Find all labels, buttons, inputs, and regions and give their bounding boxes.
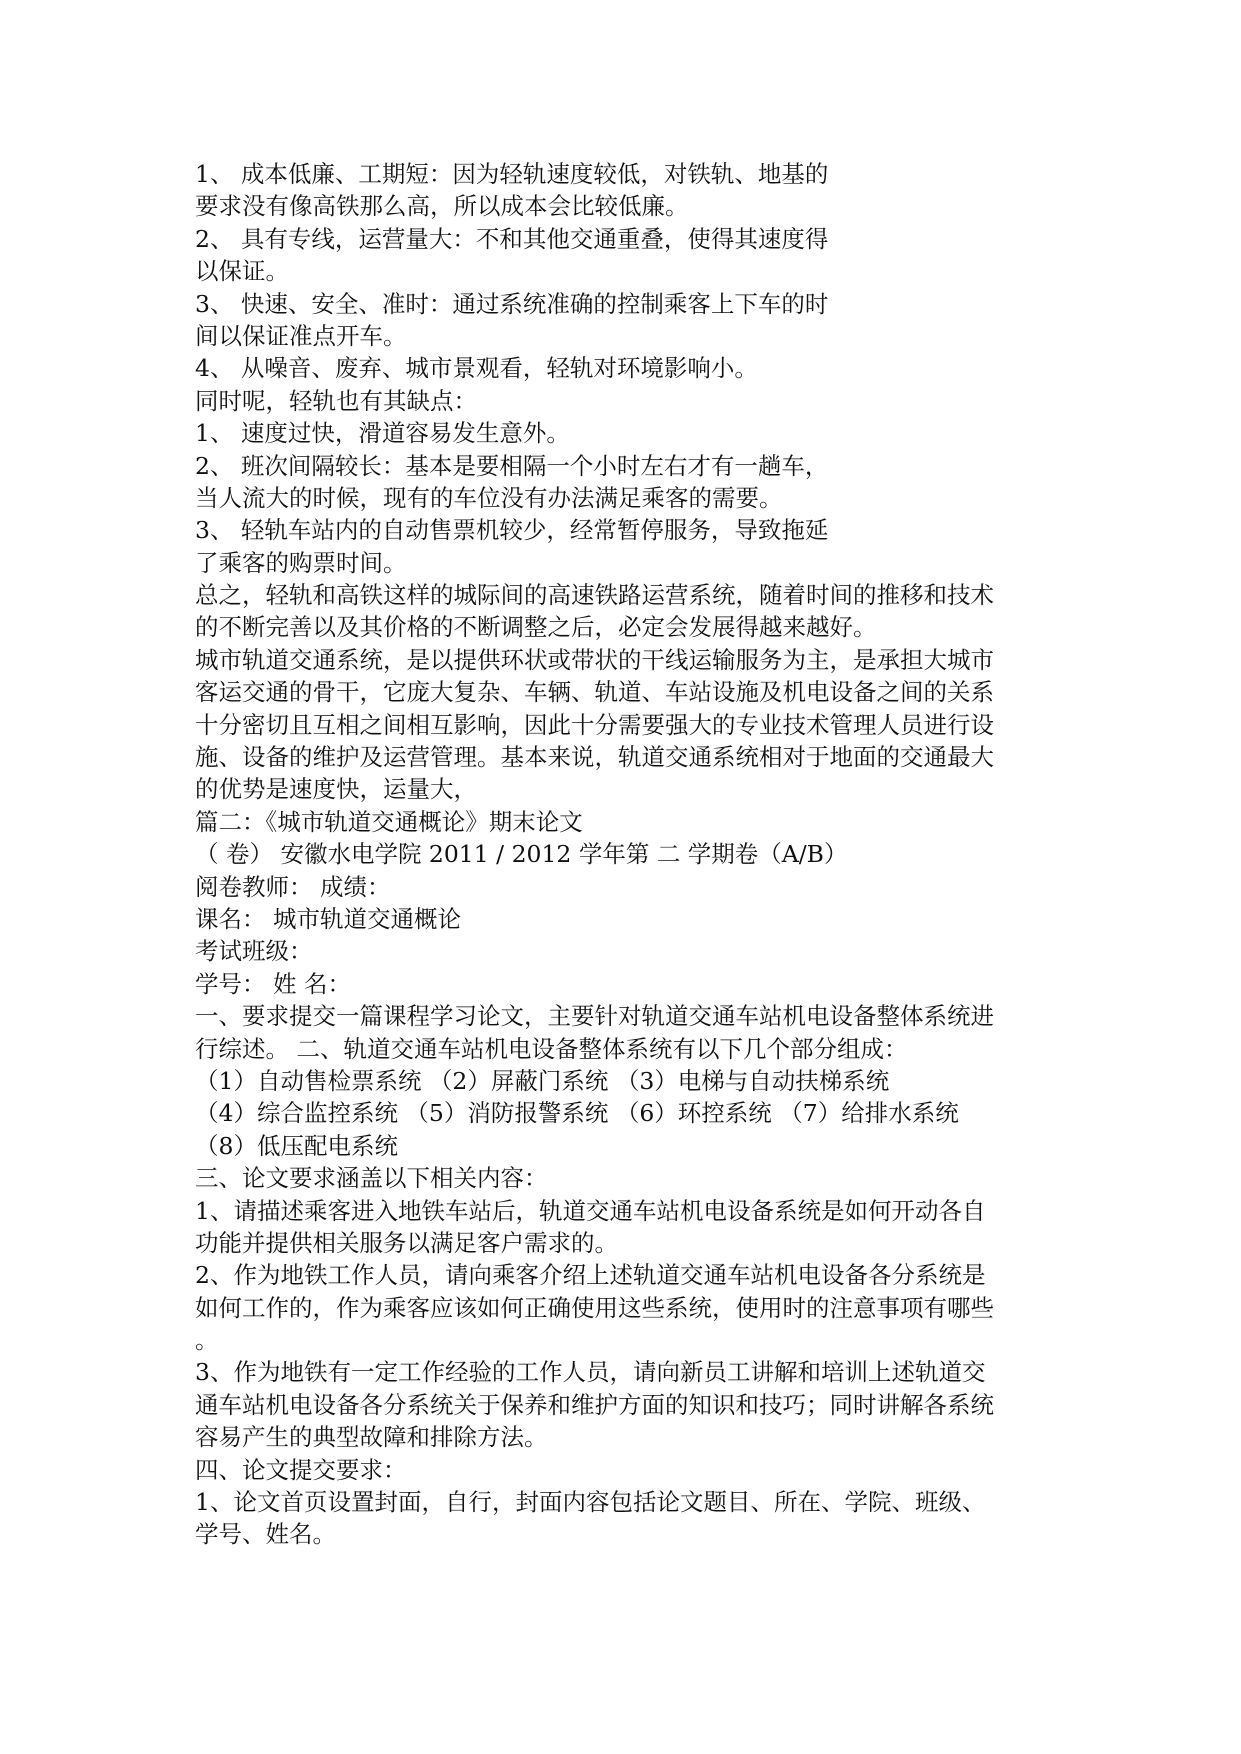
text-line: 十分密切且互相之间相互影响，因此十分需要强大的专业技术管理人员进行设 <box>195 710 994 739</box>
text-line: 了乘客的购票时间。 <box>195 548 407 577</box>
text-line: 3、 轻轨车站内的自动售票机较少，经常暂停服务，导致拖延 <box>195 516 829 545</box>
document-body <box>195 158 1065 1551</box>
text-line: 一、要求提交一篇课程学习论文，主要针对轨道交通车站机电设备整体系统进 <box>195 1002 994 1031</box>
text-line: 3、 快速、安全、准时：通过系统准确的控制乘客上下车的时 <box>195 289 829 318</box>
text-line: 要求没有像高铁那么高，所以成本会比较低廉。 <box>195 192 689 221</box>
text-line: 容易产生的典型故障和排除方法。 <box>195 1423 548 1452</box>
text-line: 1、论文首页设置封面，自行，封面内容包括论文题目、所在、学院、班级、 <box>195 1488 986 1517</box>
exam-header: （ 卷） 安徽水电学院 2011 / 2012 学年第 二 学期卷（A/B） <box>195 840 848 869</box>
text-line: 当人流大的时候，现有的车位没有办法满足乘客的需要。 <box>195 483 783 512</box>
text-line: 1、 成本低廉、工期短：因为轻轨速度较低，对铁轨、地基的 <box>195 160 829 188</box>
text-line: 2、作为地铁工作人员，请向乘客介绍上述轨道交通车站机电设备各分系统是 <box>195 1261 986 1290</box>
text-line: 城市轨道交通系统，是以提供环状或带状的干线运输服务为主，是承担大城市 <box>195 645 994 674</box>
course-name-line: 课名： 城市轨道交通概论 <box>195 904 461 933</box>
text-line: 施、设备的维护及运营管理。基本来说，轨道交通系统相对于地面的交通最大 <box>195 743 994 772</box>
text-line: 2、 班次间隔较长：基本是要相隔一个小时左右才有一趟车， <box>195 451 829 480</box>
text-line: 功能并提供相关服务以满足客户需求的。 <box>195 1228 618 1257</box>
text-line: 间以保证准点开车。 <box>195 321 407 350</box>
text-line: （8）低压配电系统 <box>195 1131 398 1160</box>
exam-class-line: 考试班级： <box>195 937 313 966</box>
section-heading: 篇二：《城市轨道交通概论》期末论文 <box>195 807 583 836</box>
text-line: 学号、姓名。 <box>195 1520 336 1549</box>
text-line: 的优势是速度快，运量大， <box>195 775 477 804</box>
grader-line: 阅卷教师： 成绩： <box>195 872 391 901</box>
text-line: 3、作为地铁有一定工作经验的工作人员，请向新员工讲解和培训上述轨道交 <box>195 1358 986 1387</box>
text-line: 通车站机电设备各分系统关于保养和维护方面的知识和技巧；同时讲解各系统 <box>195 1390 994 1419</box>
text-line: 1、 速度过快，滑道容易发生意外。 <box>195 419 570 448</box>
text-line: 四、论文提交要求： <box>195 1455 407 1484</box>
text-line: 。 <box>195 1326 219 1355</box>
text-line: 的不断完善以及其价格的不断调整之后，必定会发展得越来越好。 <box>195 613 877 642</box>
text-line: 客运交通的骨干，它庞大复杂、车辆、轨道、车站设施及机电设备之间的关系 <box>195 678 994 707</box>
text-line: 2、 具有专线，运营量大：不和其他交通重叠，使得其速度得 <box>195 224 829 253</box>
text-line: 总之，轻轨和高铁这样的城际间的高速铁路运营系统，随着时间的推移和技术 <box>195 581 994 610</box>
text-line: 1、请描述乘客进入地铁车站后，轨道交通车站机电设备系统是如何开动各自 <box>195 1196 986 1225</box>
text-line: 以保证。 <box>195 257 289 286</box>
text-line: 三、论文要求涵盖以下相关内容： <box>195 1164 548 1193</box>
text-line: 如何工作的，作为乘客应该如何正确使用这些系统，使用时的注意事项有哪些 <box>195 1293 994 1322</box>
text-line: 同时呢，轻轨也有其缺点： <box>195 386 477 415</box>
student-id-line: 学号： 姓 名： <box>195 969 351 998</box>
text-line: 行综述。 二、轨道交通车站机电设备整体系统有以下几个部分组成： <box>195 1034 908 1063</box>
text-line: 4、 从噪音、废弃、城市景观看，轻轨对环境影响小。 <box>195 354 758 383</box>
text-line: （1）自动售检票系统 （2）屏蔽门系统 （3）电梯与自动扶梯系统 <box>195 1066 890 1095</box>
text-line: （4）综合监控系统 （5）消防报警系统 （6）环控系统 （7）给排水系统 <box>195 1099 959 1128</box>
